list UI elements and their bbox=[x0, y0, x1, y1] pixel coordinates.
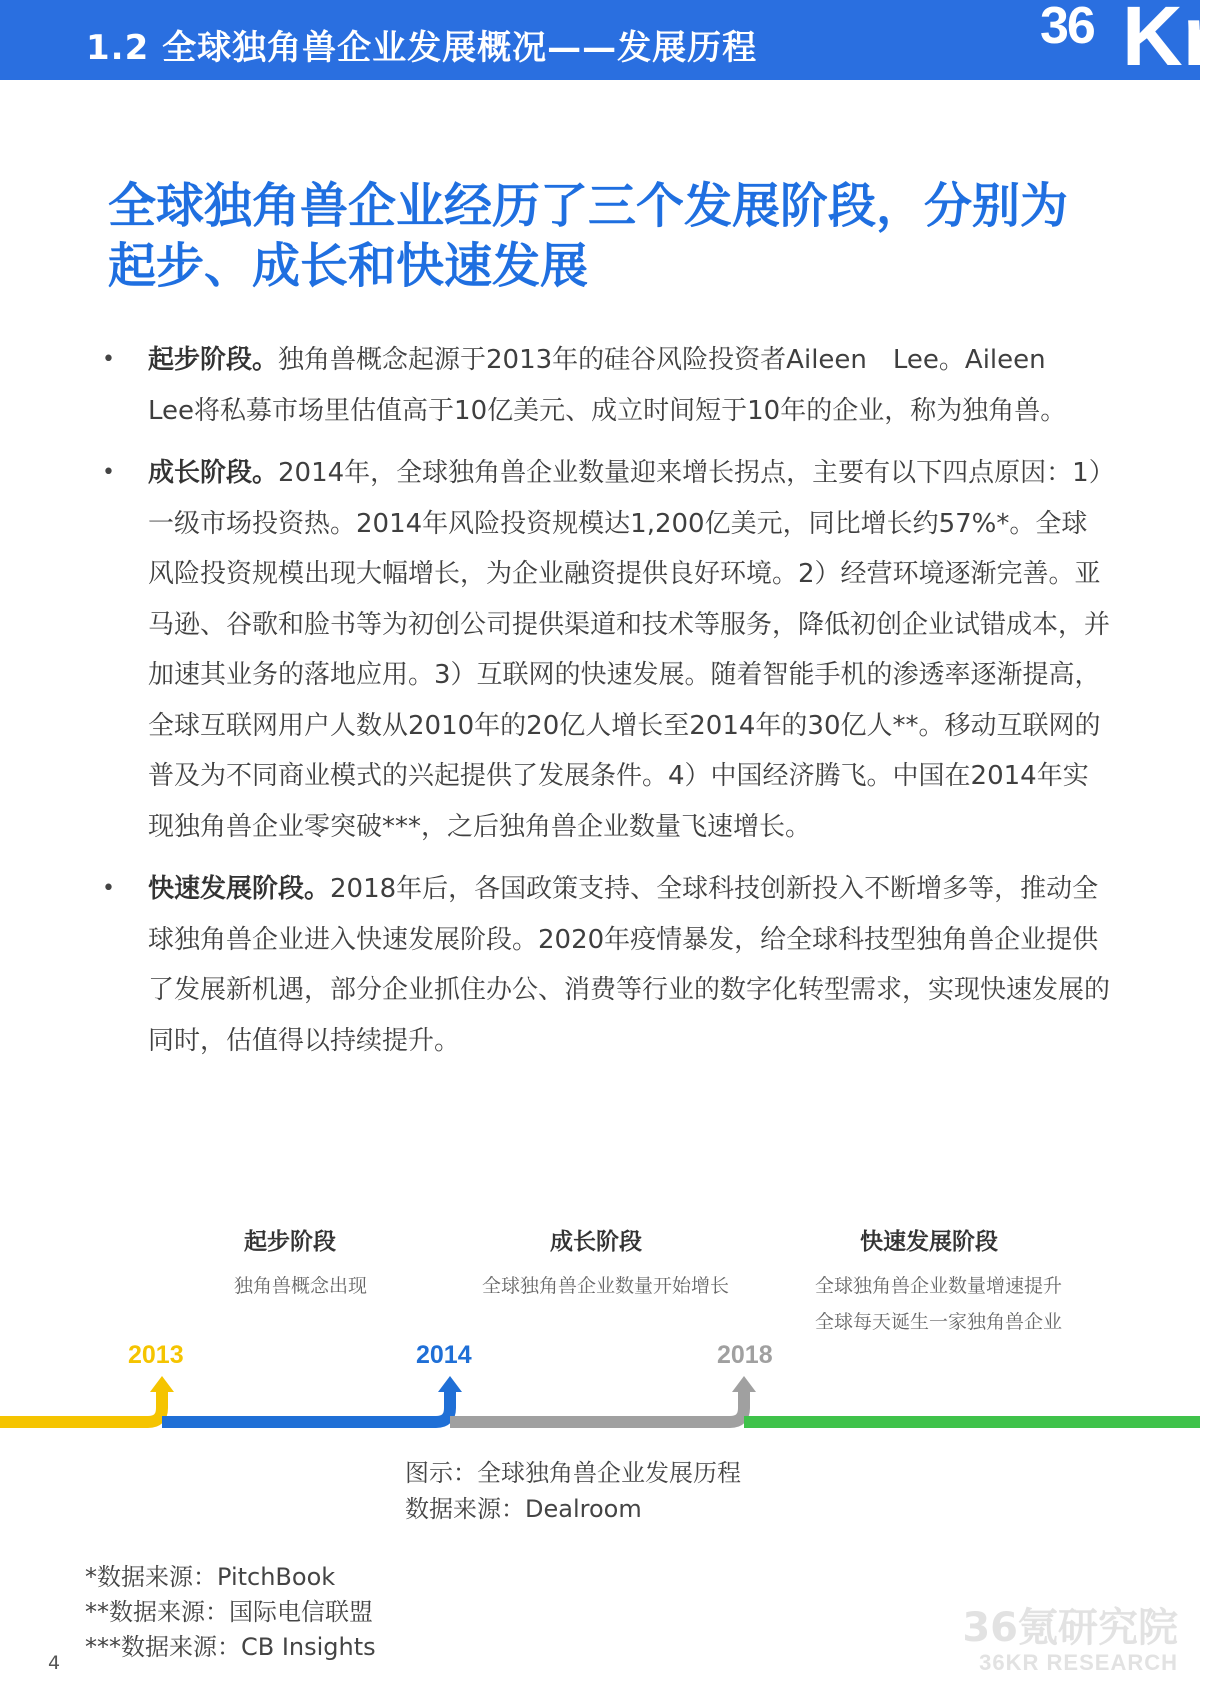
stage-desc-2: 全球独角兽企业数量开始增长 bbox=[482, 1275, 730, 1297]
stage-title-1: 起步阶段 bbox=[244, 1229, 336, 1255]
list-item bbox=[100, 335, 1110, 436]
caption-figure: 图示：全球独角兽企业发展历程 bbox=[405, 1459, 741, 1487]
section-title: 1.2 全球独角兽企业发展概况——发展历程 bbox=[86, 28, 758, 68]
watermark-logo bbox=[962, 1606, 1178, 1676]
stage-title-2: 成长阶段 bbox=[550, 1229, 642, 1255]
figure-caption bbox=[405, 1455, 741, 1527]
caption-source: 数据来源：Dealroom bbox=[405, 1495, 642, 1523]
stage-desc-1: 独角兽概念出现 bbox=[234, 1275, 368, 1297]
stage-desc-3: 全球独角兽企业数量增速提升 bbox=[815, 1275, 1063, 1297]
year-label-2018: 2018 bbox=[717, 1341, 773, 1369]
timeline-arrow-2014 bbox=[438, 1376, 462, 1392]
list-item bbox=[100, 864, 1110, 1066]
footnote-2: **数据来源：国际电信联盟 bbox=[85, 1598, 373, 1626]
timeline-arrow-2013 bbox=[150, 1376, 174, 1392]
bullet-label: 成长阶段。 bbox=[148, 458, 279, 488]
stage-desc-3b: 全球每天诞生一家独角兽企业 bbox=[815, 1311, 1063, 1333]
header-bar bbox=[0, 0, 1215, 83]
page-number: 4 bbox=[48, 1652, 61, 1674]
bullet-dot-icon: • bbox=[102, 347, 115, 372]
timeline-segment-2014 bbox=[162, 1392, 450, 1422]
timeline-figure bbox=[0, 1230, 1200, 1490]
stage-description-list bbox=[100, 335, 1110, 1078]
bullet-text: 独角兽概念起源于2013年的硅谷风险投资者Aileen Lee。Aileen Lee将私募市场里估值高于10亿美元、成立时间短于10年的企业，称为独角兽。 bbox=[148, 345, 1072, 426]
timeline-segment-2013 bbox=[0, 1392, 162, 1422]
footnote-1: *数据来源：PitchBook bbox=[85, 1563, 336, 1591]
year-label-2014: 2014 bbox=[416, 1341, 472, 1369]
bullet-label: 快速发展阶段。 bbox=[148, 874, 331, 904]
bullet-text: 2018年后，各国政策支持、全球科技创新投入不断增多等，推动全球独角兽企业进入快速发展阶段。2020年疫情暴发，给全球科技型独角兽企业提供了发展新机遇，部分企业抓住办公、消费等行业的数字化转型需求，实现快速发展的同时，估值得以持续提升。 bbox=[148, 874, 1111, 1056]
logo-number: 36 bbox=[1040, 0, 1094, 55]
brand-logo bbox=[1030, 0, 1215, 83]
timeline-arrow-2018 bbox=[732, 1376, 756, 1392]
footnote-3: ***数据来源：CB Insights bbox=[85, 1633, 376, 1661]
page-headline bbox=[108, 176, 1108, 296]
bullet-dot-icon: • bbox=[102, 876, 115, 901]
year-label-2013: 2013 bbox=[128, 1341, 184, 1369]
stage-title-3: 快速发展阶段 bbox=[860, 1229, 998, 1255]
bullet-dot-icon: • bbox=[102, 460, 115, 485]
bullet-label: 起步阶段。 bbox=[148, 345, 279, 375]
watermark-cn: 36氪研究院 bbox=[962, 1605, 1178, 1651]
timeline-segment-2018 bbox=[450, 1392, 744, 1422]
logo-letter: Kr bbox=[1122, 0, 1215, 83]
headline-line-2: 起步、成长和快速发展 bbox=[108, 238, 589, 294]
headline-line-1: 全球独角兽企业经历了三个发展阶段，分别为 bbox=[108, 178, 1069, 234]
bullet-text: 2014年，全球独角兽企业数量迎来增长拐点，主要有以下四点原因：1）一级市场投资热。2014年风险投资规模达1,200亿美元，同比增长约57%*。全球风险投资规模出现大幅增长，为企业融资提供良好环境。2）经营环境逐渐完善。亚马逊、谷歌和脸书等为初创公司提供渠道和技术等服务，降低初创企业试错成本，并加速其业务的落地应用。3）互联网的快速发展。随着智能手机的渗透率逐渐提高，全球互联网用户人数从2010年的20亿人增长至2014年的30亿人**。移动互联网的普及为不同商业模式的兴起提供了发展条件。4）中国经济腾飞。中国在2014年实现独角兽企业零突破***，之后独角兽企业数量飞速增长。 bbox=[148, 458, 1111, 842]
footnotes bbox=[85, 1560, 376, 1665]
list-item bbox=[100, 448, 1110, 852]
watermark-en: 36KR RESEARCH bbox=[979, 1650, 1178, 1675]
